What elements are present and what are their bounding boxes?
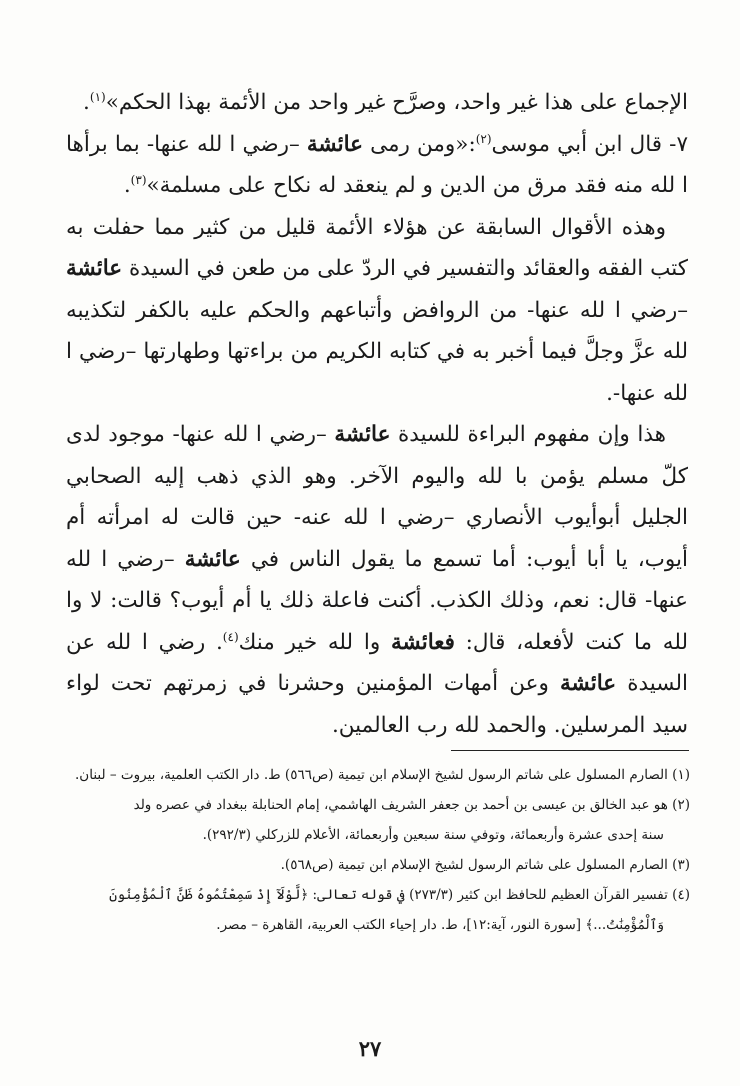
main-text	[66, 82, 688, 746]
name-aisha: فعائشة	[391, 629, 455, 655]
footnote-ref-3[interactable]: (٣)	[130, 172, 147, 187]
paragraph-3: وهذه الأقوال السابقة عن هؤلاء الأئمة قليل من كثير مما حفلت به كتب الفقه والعقائد والتفسير في الردّ على من طعن في السيدة عائشة –رضي ا لله عنها- من الروافض وأتباعهم والحكم عليه بالكفر لتكذيبه لله عزَّ وجلَّ فيما أخبر به في كتابه الكريم من براءتها وطهارتها –رضي ا لله عنها-.	[66, 214, 688, 406]
footnotes	[58, 760, 690, 940]
name-aisha: عائشة	[306, 131, 363, 157]
footnote-separator	[451, 750, 689, 751]
paragraph-4: هذا وإن مفهوم البراءة للسيدة عائشة –رضي ا لله عنها- موجود لدى كلّ مسلم يؤمن با لله واليوم الآخر. وهو الذي ذهب إليه الصحابي الجليل أبوأيوب الأنصاري –رضي ا لله عنه- حين قالت له امرأته أم أيوب، يا أبا أيوب: أما تسمع ما يقول الناس في عائشة –رضي ا لله عنها- قال: نعم، وذلك الكذب. أكنت فاعلة ذلك يا أم أيوب؟ قالت: لا وا لله ما كنت لأفعله، قال: فعائشة وا لله خير منك$^{(٤)}$. رضي ا لله عن السيدة عائشة وعن أمهات المؤمنين وحشرنا في زمرتهم تحت لواء سيد المرسلين. والحمد لله رب العالمين.	[66, 422, 688, 738]
name-aisha: عائشة	[184, 546, 241, 572]
footnote-2: (٢) هو عبد الخالق بن عيسى بن أحمد بن جعفر الشريف الهاشمي، إمام الحنابلة ببغداد في عصره ولد	[133, 797, 690, 813]
page-number: ٢٧	[358, 1036, 382, 1061]
paragraph-2: ٧- قال ابن أبي موسى$^{(٢)}$:«ومن رمى عائشة –رضي ا لله عنها- بما برأها ا لله منه فقد مرق من الدين و لم ينعقد له نكاح على مسلمة»$^{(٣)}$.	[66, 131, 688, 198]
footnote-3: (٣) الصارم المسلول على شاتم الرسول لشيخ الإسلام ابن تيمية (ص٥٦٨).	[280, 857, 690, 873]
footnote-ref-2[interactable]: (٢)	[475, 131, 492, 146]
name-aisha: عائشة	[334, 422, 391, 447]
footnote-1: (١) الصارم المسلول على شاتم الرسول لشيخ الإسلام ابن تيمية (ص٥٦٦) ط. دار الكتب العلمية، بيروت – لبنان.	[75, 767, 690, 783]
footnote-ref-4[interactable]: (٤)	[222, 629, 239, 644]
name-aisha: عائشة	[66, 256, 123, 281]
name-aisha: عائشة	[560, 671, 617, 696]
paragraph-1: الإجماع على هذا غير واحد، وصرَّح غير واحد من الأئمة بهذا الحكم»$^{(١)}$.	[83, 89, 688, 115]
footnote-4: (٤) تفسير القرآن العظيم للحافظ ابن كثير (٢٧٣/٣) في قوله تعالى: ﴿لَّوْلَآ إِذْ سَمِعْتُمُوهُ ظَنَّ ٱلْمُؤْمِنُونَ	[109, 887, 690, 903]
footnote-4-continuation: وَٱلْمُؤْمِنَٰتُ...﴾ [سورة النور، آية:١٢]، ط. دار إحياء الكتب العربية، القاهرة – مصر.	[216, 917, 664, 933]
footnote-ref-1[interactable]: (١)	[89, 89, 106, 104]
footnote-2-continuation: سنة إحدى عشرة وأربعمائة، وتوفي سنة سبعين وأربعمائة، الأعلام للزركلي (٢٩٢/٣).	[202, 827, 664, 843]
